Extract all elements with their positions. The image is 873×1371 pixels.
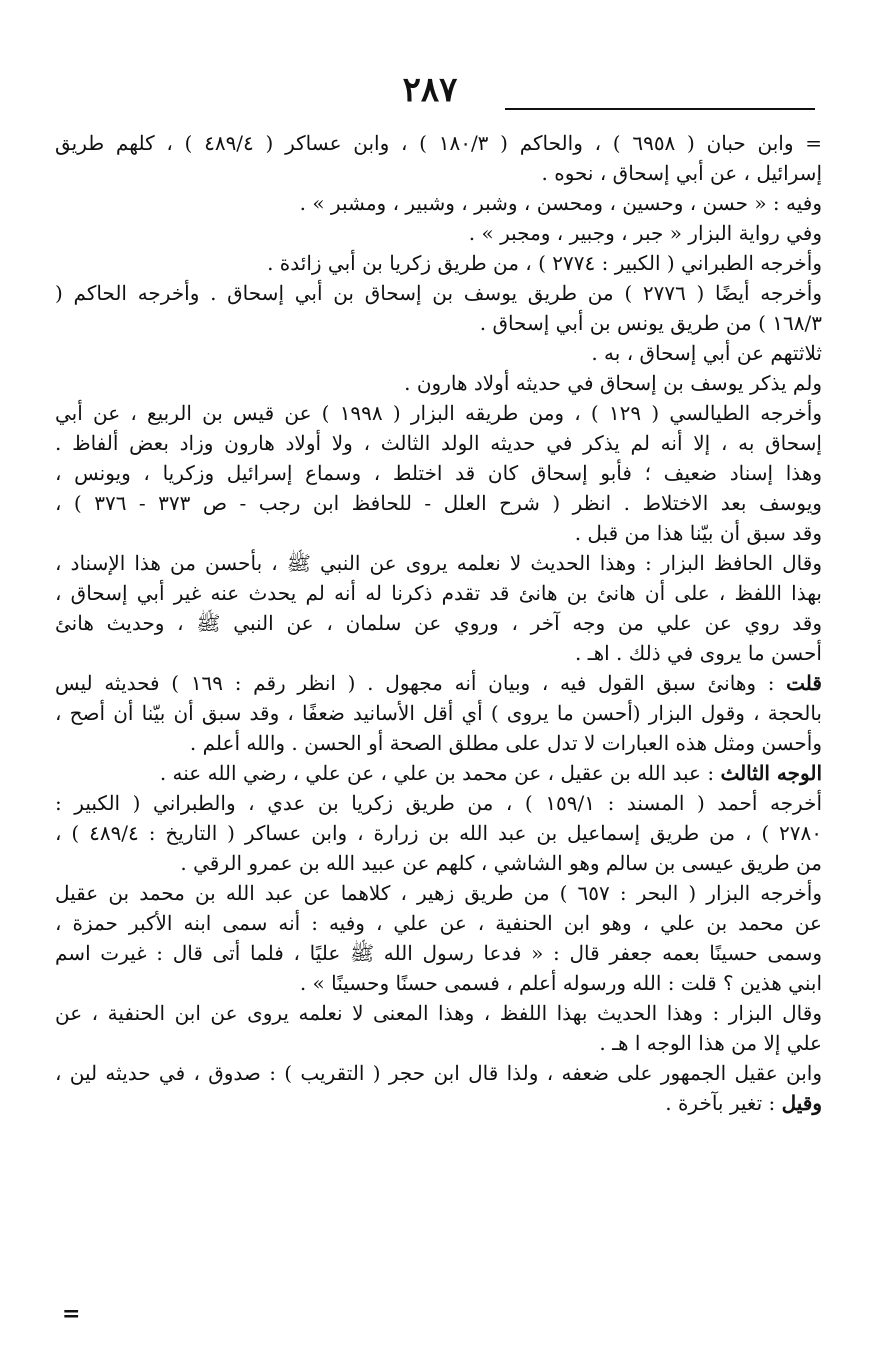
text-line: الوجه الثالث : عبد الله بن عقيل ، عن محمد بن علي ، عن علي ، رضي الله عنه . [159,761,822,785]
text-line: ١٦٨/٣ ) من طريق يونس بن أبي إسحاق . [479,311,822,335]
page-number: ٢٨٧ [402,70,458,110]
text-line: علي إلا من هذا الوجه ا هـ . [599,1031,822,1055]
continuation-mark: = [62,1301,81,1327]
text-line: وقال الحافظ البزار : وهذا الحديث لا نعلمه يروى عن النبي ﷺ ، بأحسن من هذا الإسناد ، [55,551,822,575]
bold-lead-term: وقيل [781,1091,822,1115]
text-line: وابن عقيل الجمهور على ضعفه ، ولذا قال ابن حجر ( التقريب ) : صدوق ، في حديثه لين ، [55,1061,822,1085]
text-line: وأخرجه الطبراني ( الكبير : ٢٧٧٤ ) ، من طريق زكريا بن أبي زائدة . [267,251,822,275]
text-line: وأخرجه البزار ( البحر : ٦٥٧ ) من طريق زهير ، كلاهما عن عبد الله بن محمد بن عقيل [55,881,822,905]
text-line: بهذا اللفظ ، على أن هانئ بن هانئ قد تقدم ذكرنا له أنه لم يحدث عنه غير أبي إسحاق ، [55,581,822,605]
text-line: وقد روي عن علي من وجه آخر ، وروي عن سلمان ، عن النبي ﷺ ، وحديث هانئ [55,611,822,635]
text-line: وهذا إسناد ضعيف ؛ فأبو إسحاق كان قد اختلط ، وسماع إسرائيل وزكريا ، ويونس ، [55,461,822,485]
text-line: عن محمد بن علي ، وهو ابن الحنفية ، عن علي ، وفيه : أنه سمى ابنه الأكبر حمزة ، [55,911,822,935]
text-line: إسحاق به ، إلا أنه لم يذكر في حديثه الولد الثالث ، ولا أولاد هارون وزاد بعض ألفاظ . [55,431,822,455]
bold-lead-term: قلت [786,671,822,695]
text-line: ويوسف بعد الاختلاط . انظر ( شرح العلل - للحافظ ابن رجب - ص ٣٧٣ - ٣٧٦ ) ، [55,491,822,515]
text-line: وفيه : « حسن ، وحسين ، ومحسن ، وشبر ، وشبير ، ومشبر » . [299,191,822,215]
text-line: وقد سبق أن بيّنا هذا من قبل . [574,521,822,545]
text-line: أخرجه أحمد ( المسند : ١٥٩/١ ) ، من طريق زكريا بن عدي ، والطبراني ( الكبير : [55,791,822,815]
text-line: وأحسن ومثل هذه العبارات لا تدل على مطلق الصحة أو الحسن . والله أعلم . [189,731,822,755]
body-text [55,128,822,1328]
text-line: ابني هذين ؟ قلت : الله ورسوله أعلم ، فسمى حسنًا وحسينًا » . [299,971,822,995]
text-line: وقال البزار : وهذا الحديث بهذا اللفظ ، وهذا المعنى لا نعلمه يروى عن ابن الحنفية ، عن [55,1001,822,1025]
text-line: = وابن حبان ( ٦٩٥٨ ) ، والحاكم ( ١٨٠/٣ ) ، وابن عساكر ( ٤٨٩/٤ ) ، كلهم طريق [55,131,822,155]
text-line: وقيل : تغير بآخرة . [665,1091,822,1115]
text-line: وسمى حسينًا بعمه جعفر قال : « فدعا رسول الله ﷺ عليًا ، فلما أتى قال : غيرت اسم [55,941,822,965]
text-line: وأخرجه الطيالسي ( ١٢٩ ) ، ومن طريقه البزار ( ١٩٩٨ ) عن قيس بن الربيع ، عن أبي [55,401,822,425]
text-line: أحسن ما يروى في ذلك . اهـ . [575,641,822,665]
text-line: إسرائيل ، عن أبي إسحاق ، نحوه . [541,161,822,185]
text-line: ثلاثتهم عن أبي إسحاق ، به . [591,341,822,365]
text-line: ولم يذكر يوسف بن إسحاق في حديثه أولاد هارون . [404,371,822,395]
text-line: وأخرجه أيضًا ( ٢٧٧٦ ) من طريق يوسف بن إسحاق بن أبي إسحاق . وأخرجه الحاكم ( [55,281,822,305]
text-line: من طريق عيسى بن سالم وهو الشاشي ، كلهم عن عبيد الله بن عمرو الرقي . [180,851,822,875]
text-line: بالحجة ، وقول البزار (أحسن ما يروى ) أي أقل الأسانيد ضعفًا ، وقد سبق أن بيّنا أن أصح ، [55,701,822,725]
text-line: ٢٧٨٠ ) ، من طريق إسماعيل بن عبد الله بن زرارة ، وابن عساكر ( التاريخ : ٤٨٩/٤ ) ، [55,821,822,845]
text-line: قلت : وهانئ سبق القول فيه ، وبيان أنه مجهول . ( انظر رقم : ١٦٩ ) فحديثه ليس [55,671,822,695]
text-line: وفي رواية البزار « جبر ، وجبير ، ومجبر » . [468,221,822,245]
header-rule [505,108,815,110]
bold-lead-term: الوجه الثالث [720,761,822,785]
